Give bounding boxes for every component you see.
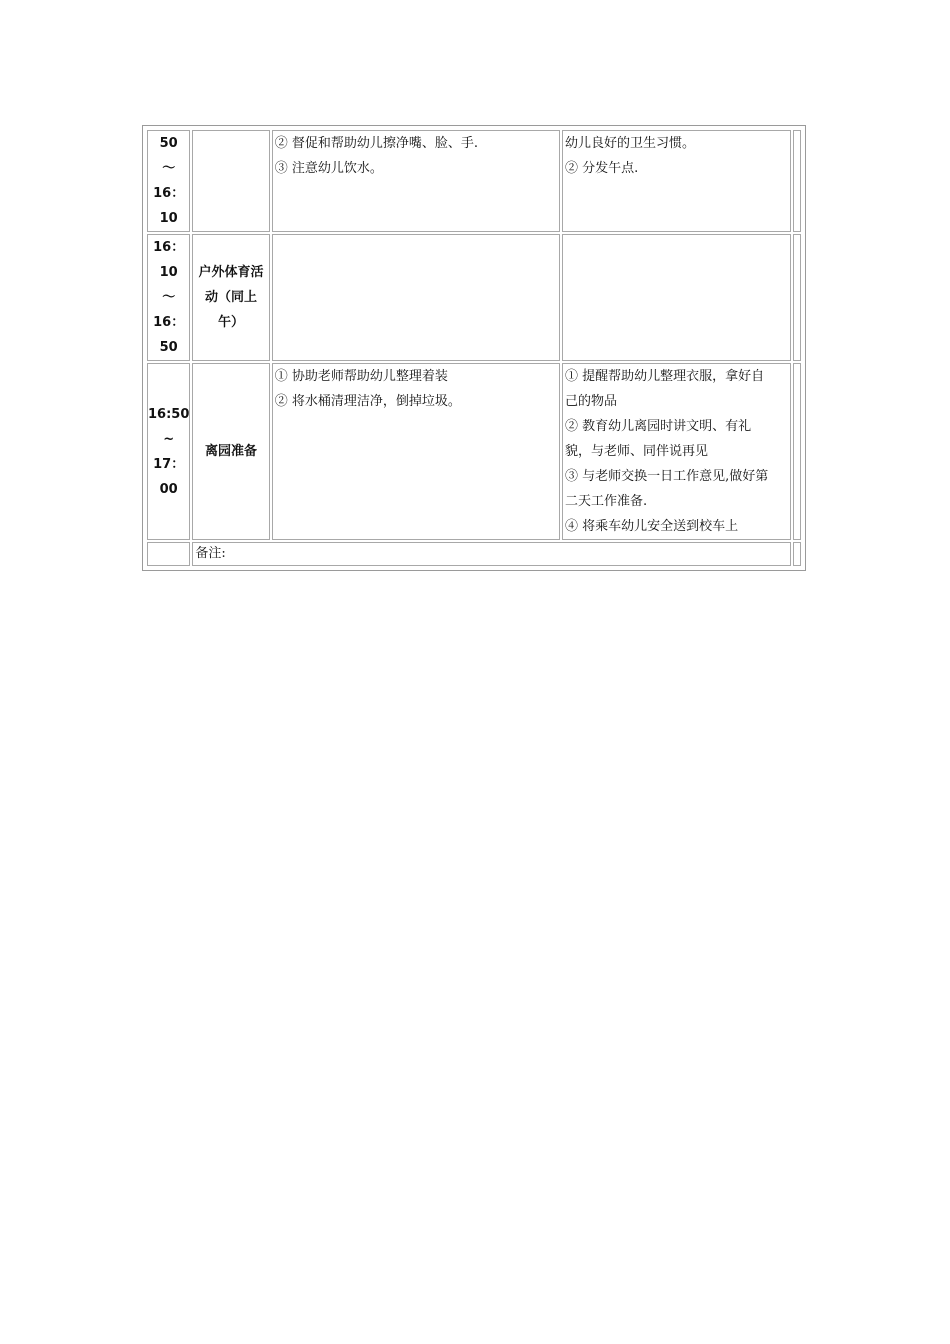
notes-label: 备注: [195,546,226,561]
table-row [147,363,801,540]
schedule-table-frame [142,125,806,571]
aide-duty-cell: ① 提醒帮助幼儿整理衣服，拿好自 己的物品 ② 教育幼儿离园时讲文明、有礼 貌，与老师、同伴说再见 ③ 与老师交换一日工作意见,做好第 二天工作准备. ④ 将乘车幼儿安全送到校车上 [562,363,791,540]
edge-cell [793,234,801,361]
time-cell: 16:50 ~ 17： 00 [147,363,190,540]
table-row [147,130,801,232]
aide-duty-cell [562,234,791,361]
teacher-duty-cell: ① 协助老师帮助幼儿整理着装 ② 将水桶清理洁净，倒掉垃圾。 [272,363,560,540]
edge-cell [793,130,801,232]
notes-cell [192,542,791,566]
time-cell: 16： 10 ～ 16： 50 [147,234,190,361]
notes-blank-cell [147,542,190,566]
edge-cell [793,363,801,540]
teacher-duty-cell [272,234,560,361]
aide-duty-cell: 幼儿良好的卫生习惯。 ② 分发午点. [562,130,791,232]
time-cell: 50 ～ 16： 10 [147,130,190,232]
schedule-table [145,128,803,568]
activity-cell: 离园准备 [192,363,269,540]
notes-row [147,542,801,566]
table-row [147,234,801,361]
teacher-duty-cell: ② 督促和帮助幼儿擦净嘴、脸、手. ③ 注意幼儿饮水。 [272,130,560,232]
activity-cell: 户外体育活 动（同上 午） [192,234,269,361]
edge-cell [793,542,801,566]
activity-cell [192,130,269,232]
